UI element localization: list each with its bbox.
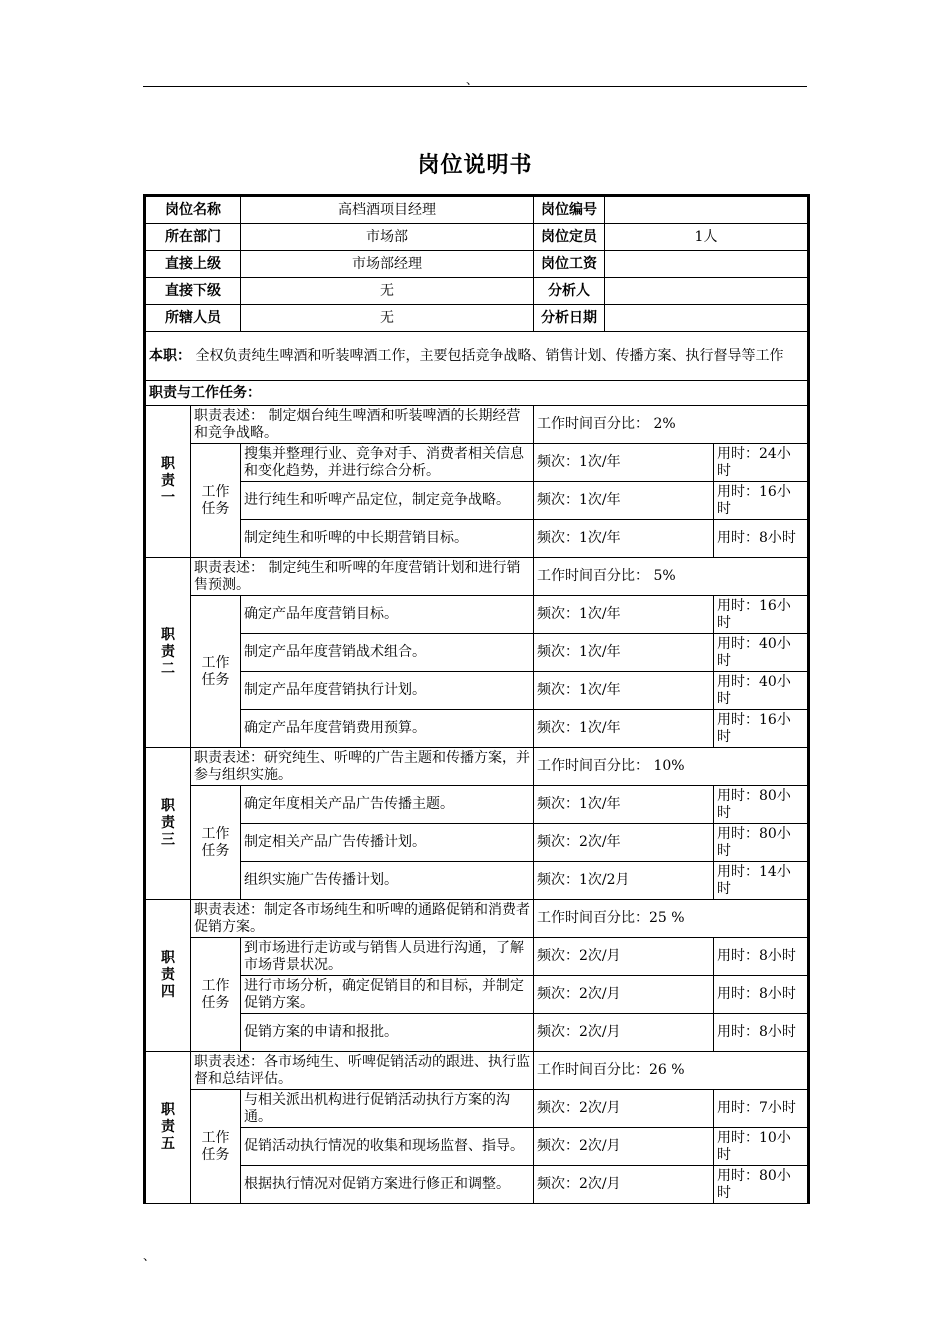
- work-label: 工作任务: [201, 825, 230, 859]
- duty-name-cell: [145, 1052, 191, 1204]
- value-cell: 无: [241, 278, 534, 305]
- basic-row: [145, 251, 809, 278]
- task-frequency: 频次：1次/2月: [534, 862, 714, 900]
- basic-row: [145, 305, 809, 332]
- task-row: [145, 634, 809, 672]
- task-text: 进行市场分析，确定促销目的和目标，并制定促销方案。: [241, 976, 534, 1014]
- task-text: 进行纯生和听啤产品定位，制定竞争战略。: [241, 482, 534, 520]
- task-row: [145, 824, 809, 862]
- duty-name-cell: [145, 406, 191, 558]
- task-row: [145, 938, 809, 976]
- duty-statement-row: [145, 406, 809, 444]
- task-row: [145, 444, 809, 482]
- value-cell: 无: [241, 305, 534, 332]
- duty-name: 职责四: [160, 950, 175, 1000]
- duty-percent: 工作时间百分比：25 %: [534, 900, 809, 938]
- task-frequency: 频次：1次/年: [534, 634, 714, 672]
- label-cell: 直接下级: [145, 278, 241, 305]
- work-label: 工作任务: [201, 977, 230, 1011]
- value-cell: [605, 305, 809, 332]
- duty-name-cell: [145, 748, 191, 900]
- duty-name-cell: [145, 558, 191, 748]
- label-cell: 岗位工资: [534, 251, 605, 278]
- task-text: 搜集并整理行业、竞争对手、消费者相关信息和变化趋势，并进行综合分析。: [241, 444, 534, 482]
- duties-header-row: [145, 381, 809, 406]
- task-frequency: 频次：2次/月: [534, 1128, 714, 1166]
- duty-percent: 工作时间百分比：26 %: [534, 1052, 809, 1090]
- duty-statement-row: [145, 558, 809, 596]
- task-time: 用时：40小时: [714, 672, 809, 710]
- task-row: [145, 1166, 809, 1204]
- task-text: 确定产品年度营销费用预算。: [241, 710, 534, 748]
- task-row: [145, 482, 809, 520]
- task-text: 制定产品年度营销战术组合。: [241, 634, 534, 672]
- value-cell: [605, 278, 809, 305]
- task-text: 与相关派出机构进行促销活动执行方案的沟通。: [241, 1090, 534, 1128]
- duty-statement: 职责表述： 制定烟台纯生啤酒和听装啤酒的长期经营和竞争战略。: [191, 406, 534, 444]
- task-row: [145, 786, 809, 824]
- work-label-cell: [191, 596, 241, 748]
- value-cell: 高档酒项目经理: [241, 196, 534, 224]
- duty-statement-row: [145, 900, 809, 938]
- task-text: 组织实施广告传播计划。: [241, 862, 534, 900]
- task-time: 用时：40小时: [714, 634, 809, 672]
- task-time: 用时：10小时: [714, 1128, 809, 1166]
- summary-row: [145, 332, 809, 381]
- page-title: 岗位说明书: [417, 153, 533, 178]
- task-time: 用时：16小时: [714, 482, 809, 520]
- task-time: 用时：80小时: [714, 786, 809, 824]
- task-text: 确定年度相关产品广告传播主题。: [241, 786, 534, 824]
- value-cell: [605, 251, 809, 278]
- task-time: 用时：8小时: [714, 520, 809, 558]
- task-frequency: 频次：1次/年: [534, 786, 714, 824]
- label-cell: 岗位名称: [145, 196, 241, 224]
- duty-statement: 职责表述：各市场纯生、听啤促销活动的跟进、执行监督和总结评估。: [191, 1052, 534, 1090]
- duty-statement: 职责表述： 制定纯生和听啤的年度营销计划和进行销售预测。: [191, 558, 534, 596]
- task-text: 制定产品年度营销执行计划。: [241, 672, 534, 710]
- label-cell: 分析日期: [534, 305, 605, 332]
- task-row: [145, 596, 809, 634]
- summary-label: 本职：: [149, 347, 191, 364]
- summary-cell: [145, 332, 809, 381]
- value-cell: [605, 196, 809, 224]
- work-label-cell: [191, 444, 241, 558]
- task-frequency: 频次：2次/年: [534, 824, 714, 862]
- task-time: 用时：80小时: [714, 1166, 809, 1204]
- task-frequency: 频次：1次/年: [534, 444, 714, 482]
- work-label: 工作任务: [201, 1129, 230, 1163]
- label-cell: 所辖人员: [145, 305, 241, 332]
- task-time: 用时：24小时: [714, 444, 809, 482]
- basic-row: [145, 278, 809, 305]
- task-text: 制定纯生和听啤的中长期营销目标。: [241, 520, 534, 558]
- label-cell: 直接上级: [145, 251, 241, 278]
- task-text: 促销活动执行情况的收集和现场监督、指导。: [241, 1128, 534, 1166]
- duty-percent: 工作时间百分比： 10%: [534, 748, 809, 786]
- duty-statement-row: [145, 1052, 809, 1090]
- task-row: [145, 520, 809, 558]
- header-mark: 、: [466, 73, 479, 87]
- value-cell: 市场部经理: [241, 251, 534, 278]
- duty-name-cell: [145, 900, 191, 1052]
- task-frequency: 频次：1次/年: [534, 520, 714, 558]
- value-cell: 市场部: [241, 224, 534, 251]
- task-row: [145, 710, 809, 748]
- task-frequency: 频次：1次/年: [534, 596, 714, 634]
- task-frequency: 频次：2次/月: [534, 976, 714, 1014]
- task-frequency: 频次：2次/月: [534, 1166, 714, 1204]
- task-frequency: 频次：2次/月: [534, 1090, 714, 1128]
- duties-header: 职责与工作任务：: [145, 381, 809, 406]
- label-cell: 所在部门: [145, 224, 241, 251]
- work-label-cell: [191, 938, 241, 1052]
- work-label: 工作任务: [201, 483, 230, 517]
- task-row: [145, 1014, 809, 1052]
- task-row: [145, 1128, 809, 1166]
- task-time: 用时：16小时: [714, 710, 809, 748]
- task-text: 到市场进行走访或与销售人员进行沟通，了解市场背景状况。: [241, 938, 534, 976]
- label-cell: 分析人: [534, 278, 605, 305]
- duty-name: 职责五: [160, 1102, 175, 1152]
- duty-name: 职责一: [160, 456, 175, 506]
- duty-percent: 工作时间百分比： 5%: [534, 558, 809, 596]
- summary-text: 全权负责纯生啤酒和听装啤酒工作，主要包括竞争战略、销售计划、传播方案、执行督导等工作: [191, 347, 784, 364]
- task-text: 制定相关产品广告传播计划。: [241, 824, 534, 862]
- task-time: 用时：8小时: [714, 938, 809, 976]
- footer-mark: 、: [143, 1249, 156, 1263]
- task-time: 用时：16小时: [714, 596, 809, 634]
- task-frequency: 频次：1次/年: [534, 672, 714, 710]
- duty-statement: 职责表述：制定各市场纯生和听啤的通路促销和消费者促销方案。: [191, 900, 534, 938]
- task-text: 确定产品年度营销目标。: [241, 596, 534, 634]
- duty-name: 职责二: [160, 627, 175, 677]
- job-description-table: [143, 194, 810, 1204]
- task-time: 用时：7小时: [714, 1090, 809, 1128]
- task-row: [145, 1090, 809, 1128]
- duty-name: 职责三: [160, 798, 175, 848]
- task-frequency: 频次：1次/年: [534, 710, 714, 748]
- label-cell: 岗位编号: [534, 196, 605, 224]
- basic-row: [145, 196, 809, 224]
- task-row: [145, 862, 809, 900]
- header-rule: [143, 86, 807, 87]
- work-label-cell: [191, 1090, 241, 1204]
- task-frequency: 频次：2次/月: [534, 938, 714, 976]
- task-time: 用时：14小时: [714, 862, 809, 900]
- work-label-cell: [191, 786, 241, 900]
- task-time: 用时：80小时: [714, 824, 809, 862]
- task-row: [145, 672, 809, 710]
- duty-statement-row: [145, 748, 809, 786]
- work-label: 工作任务: [201, 654, 230, 688]
- task-text: 根据执行情况对促销方案进行修正和调整。: [241, 1166, 534, 1204]
- task-frequency: 频次：1次/年: [534, 482, 714, 520]
- task-time: 用时：8小时: [714, 1014, 809, 1052]
- label-cell: 岗位定员: [534, 224, 605, 251]
- value-cell: 1人: [605, 224, 809, 251]
- basic-row: [145, 224, 809, 251]
- duty-statement: 职责表述：研究纯生、听啤的广告主题和传播方案，并参与组织实施。: [191, 748, 534, 786]
- duty-percent: 工作时间百分比： 2%: [534, 406, 809, 444]
- task-frequency: 频次：2次/月: [534, 1014, 714, 1052]
- task-text: 促销方案的申请和报批。: [241, 1014, 534, 1052]
- task-time: 用时：8小时: [714, 976, 809, 1014]
- task-row: [145, 976, 809, 1014]
